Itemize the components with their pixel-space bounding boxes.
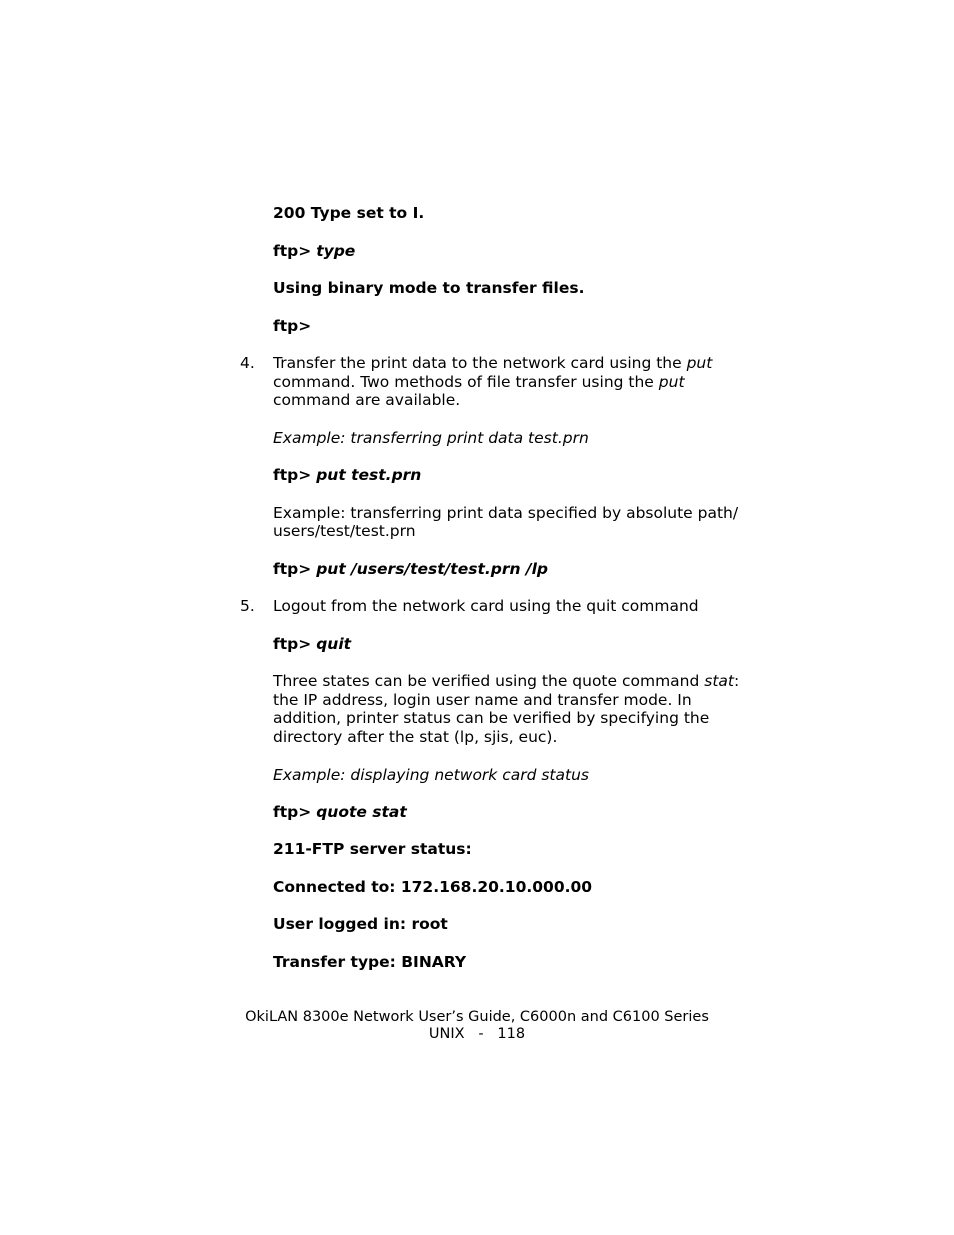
ftp-prompt: ftp> [273,466,312,484]
output-type-set: 200 Type set to I. [273,204,425,222]
example-absolute-path-2: users/test/test.prn [273,522,416,540]
example-absolute-path-1: Example: transferring print data specified by absolute path/ [273,504,739,522]
footer-title: OkiLAN 8300e Network User’s Guide, C6000n and C6100 Series [245,1009,709,1025]
command-put-path-line [273,560,548,579]
step-5-text: Logout from the network card using the quit command [273,597,699,615]
example-test-prn: Example: transferring print data test.prn [273,429,589,447]
paragraph-line-3: addition, printer status can be verified by specifying the [273,709,710,727]
example-card-status: Example: displaying network card status [273,766,589,784]
ftp-prompt: ftp> [273,560,312,578]
output-transfer-type: Transfer type: BINARY [273,953,467,971]
step-4-line-1 [273,354,712,373]
command-quote-stat-line [273,803,407,822]
step-4-text: Transfer the print data to the network card using the [273,354,682,372]
ftp-prompt: ftp> [273,803,312,821]
stat-italic: stat [704,672,734,690]
paragraph-line-1 [273,672,739,691]
ftp-prompt: ftp> [273,242,312,260]
step-number-5: 5. [240,597,255,615]
ftp-prompt-line: ftp> [273,317,312,335]
output-user-logged-in: User logged in: root [273,915,448,933]
paragraph-text: Three states can be verified using the quote command [273,672,700,690]
step-4-text: command. Two methods of file transfer using the [273,373,654,391]
paragraph-line-2: the IP address, login user name and transfer mode. In [273,691,692,709]
output-server-status: 211-FTP server status: [273,840,472,858]
output-binary-mode: Using binary mode to transfer files. [273,279,585,297]
command-text: put /users/test/test.prn /lp [316,560,548,578]
paragraph-text: : [734,672,740,690]
command-text: type [316,242,356,260]
command-quit-line [273,635,351,654]
ftp-prompt: ftp> [273,635,312,653]
command-text: quote stat [316,803,407,821]
paragraph-line-4: directory after the stat (lp, sjis, euc). [273,728,558,746]
command-text: put test.prn [316,466,422,484]
command-text: quit [316,635,352,653]
put-italic: put [686,354,713,372]
footer-page-number: UNIX - 118 [428,1026,526,1042]
step-number-4: 4. [240,354,255,372]
put-italic: put [658,373,685,391]
output-connected-to: Connected to: 172.168.20.10.000.00 [273,878,593,896]
step-4-line-3: command are available. [273,391,461,409]
command-type-line [273,242,355,261]
step-4-line-2 [273,373,685,392]
command-put-line [273,466,421,485]
